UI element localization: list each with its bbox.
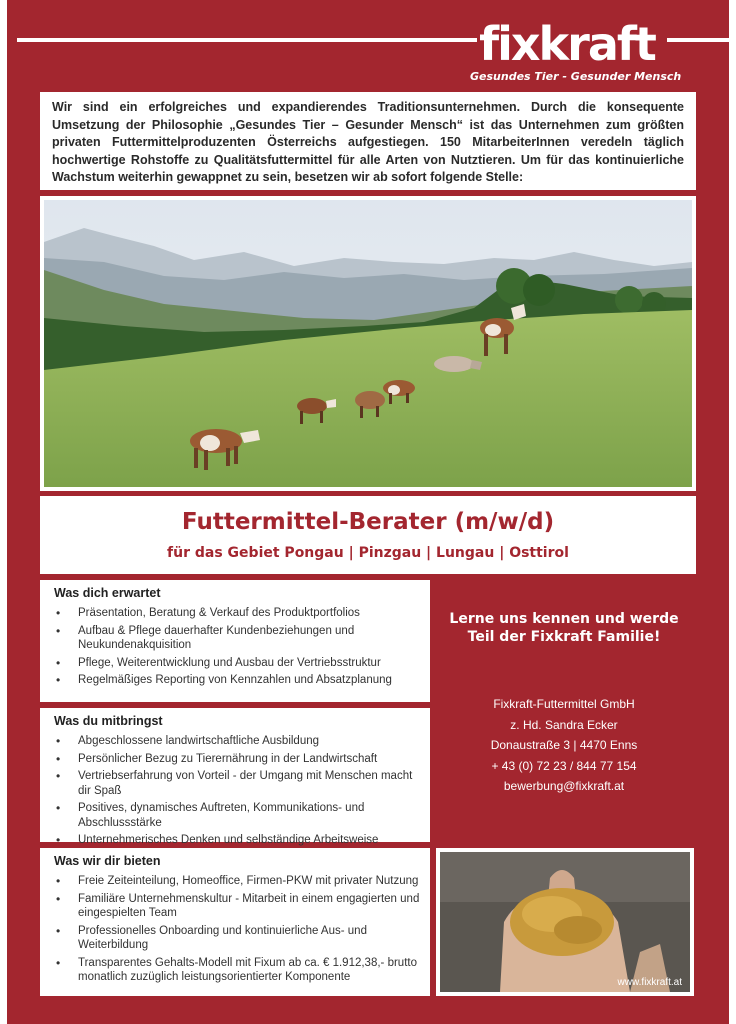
list-item: • Professionelles Onboarding und kontinuierliche Aus- und Weiterbildung [78, 924, 420, 953]
logo-tagline: Gesundes Tier - Gesunder Mensch [470, 70, 682, 83]
section-what-to-expect [40, 580, 430, 702]
fixkraft-logo [470, 17, 682, 88]
list-item: • Positives, dynamisches Auftreten, Kommunikations- und Abschlussstärke [78, 801, 420, 830]
list-item: • Persönlicher Bezug zu Tierernährung in der Landwirtschaft [78, 752, 420, 767]
cows-on-pasture-photo [40, 196, 696, 491]
bullet-list [54, 734, 420, 848]
section-what-you-bring [40, 708, 430, 846]
list-item: • Familiäre Unternehmenskultur - Mitarbeit in einem engagierten und eingespielten Team [78, 892, 420, 921]
list-item: • Transparentes Gehalts-Modell mit Fixum ab ca. € 1.912,38,- brutto monatlich zuzüglich leistungsorientierter Komponente [78, 956, 420, 985]
bullet-list [54, 874, 420, 985]
section-heading: Was wir dir bieten [54, 854, 161, 868]
list-item: • Regelmäßiges Reporting von Kennzahlen und Absatzplanung [78, 673, 420, 688]
list-item: • Pflege, Weiterentwicklung und Ausbau der Vertriebsstruktur [78, 656, 420, 671]
company-name: Fixkraft-Futtermittel GmbH [493, 697, 635, 711]
header-rule-right [667, 38, 731, 42]
list-item: • Präsentation, Beratung & Verkauf des Produktportfolios [78, 606, 420, 621]
pasture-illustration [44, 200, 692, 487]
intro-text: Wir sind ein erfolgreiches und expandierendes Traditionsunternehmen. Durch die konsequente Umsetzung der Philosophie „Gesundes Tier – Gesunder Mensch“ ist das Unternehmen zum größten privaten Futtermittelproduzenten Österreichs aufgestiegen. 150 MitarbeiterInnen veredeln täglich hochwertige Rohstoffe zu Qualitätsfuttermittel für alle Arten von Nutztieren. Um für das kontinuierliche Wachstum weiterhin gewappnet zu sein, besetzen wir ab sofort folgende Stelle: [40, 92, 696, 190]
list-item: • Abgeschlossene landwirtschaftliche Ausbildung [78, 734, 420, 749]
list-item: • Freie Zeiteinteilung, Homeoffice, Firmen-PKW mit privater Nutzung [78, 874, 420, 889]
phone-number[interactable]: + 43 (0) 72 23 / 844 77 154 [491, 758, 637, 773]
header-rule-left [17, 38, 477, 42]
contact-headline: Lerne uns kennen und werde Teil der Fixkraft Familie! [449, 611, 679, 645]
feed-pellets-photo [436, 848, 694, 996]
website-url[interactable]: www.fixkraft.at [617, 977, 682, 988]
bullet-list [54, 606, 420, 688]
contact-block [436, 610, 692, 797]
job-region: für das Gebiet Pongau | Pinzgau | Lungau | Osttirol [167, 545, 569, 561]
job-title: Futtermittel-Berater (m/w/d) [181, 509, 555, 535]
contact-person: z. Hd. Sandra Ecker [510, 717, 618, 732]
section-what-we-offer [40, 848, 430, 996]
list-item: • Unternehmerisches Denken und selbständige Arbeitsweise [78, 833, 420, 848]
list-item: • Vertriebserfahrung von Vorteil - der Umgang mit Menschen macht dir Spaß [78, 769, 420, 798]
list-item: • Aufbau & Pflege dauerhafter Kundenbeziehungen und Neukundenakquisition [78, 624, 420, 653]
hands-with-pellets-illustration [440, 852, 690, 992]
section-heading: Was dich erwartet [54, 586, 161, 600]
job-title-box [40, 496, 696, 574]
postal-address: Donaustraße 3 | 4470 Enns [490, 738, 638, 752]
section-heading: Was du mitbringst [54, 714, 163, 728]
email-link[interactable]: bewerbung@fixkraft.at [503, 779, 625, 793]
logo-wordmark: fixkraft [479, 17, 655, 71]
